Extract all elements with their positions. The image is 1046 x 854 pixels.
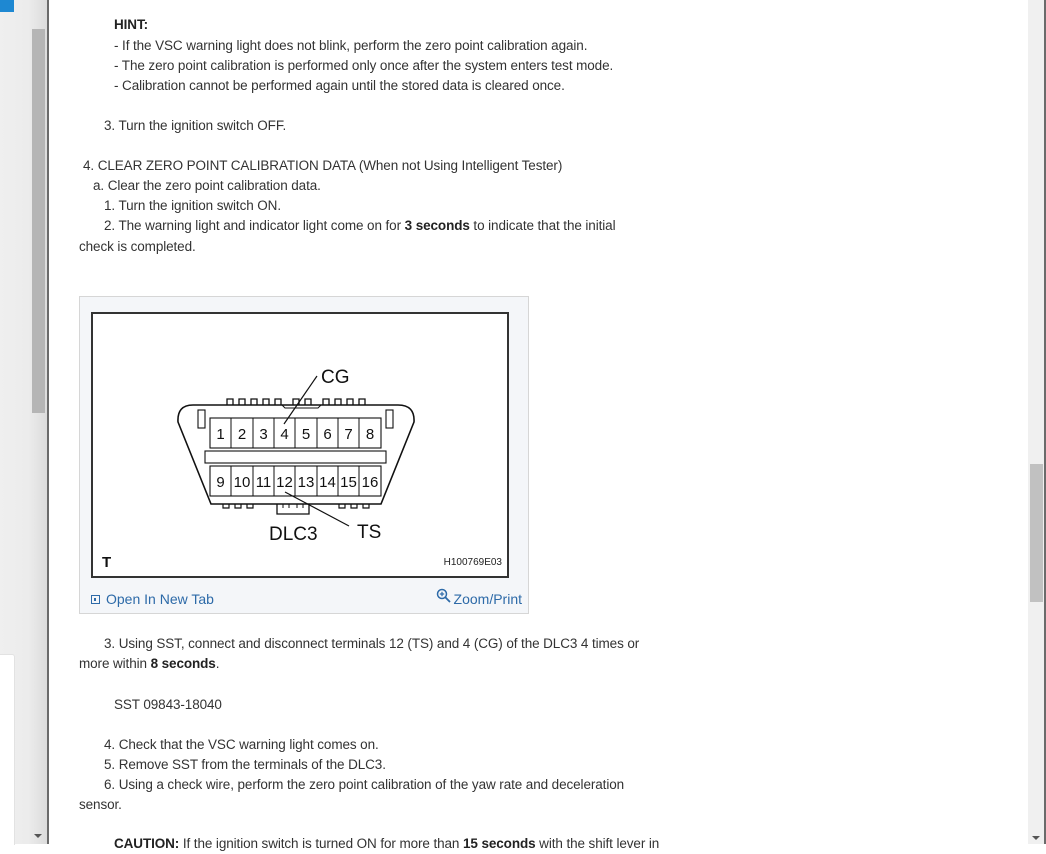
zoom-in-icon <box>436 588 452 604</box>
step-2-text-post: to indicate that the initial <box>469 218 616 233</box>
svg-text:8: 8 <box>365 426 375 443</box>
step-3-text: more within <box>79 656 151 671</box>
svg-text:6: 6 <box>323 426 332 443</box>
step-5: 5. Remove SST from the terminals of the DLC3. <box>104 757 386 772</box>
step-2 <box>104 216 615 236</box>
left-scrollbar-thumb[interactable] <box>32 29 45 413</box>
step-2-continuation: check is completed. <box>79 239 196 254</box>
open-new-tab-icon <box>91 595 100 604</box>
zoom-print-label: Zoom/Print <box>453 591 522 607</box>
hint-label: HINT: <box>114 17 148 32</box>
svg-text:4: 4 <box>280 426 289 443</box>
caution-bold: 15 seconds <box>462 836 536 851</box>
svg-text:16: 16 <box>361 474 379 491</box>
step-3: 3. Using SST, connect and disconnect terminals 12 (TS) and 4 (CG) of the DLC3 4 times or <box>104 636 640 651</box>
left-scroll-down-arrow-icon[interactable] <box>34 834 42 838</box>
dlc3-diagram <box>91 312 509 578</box>
left-divider <box>47 0 49 844</box>
step-2-text: 2. The warning light and indicator light come on for <box>104 218 405 233</box>
section-title: 4. CLEAR ZERO POINT CALIBRATION DATA (When not Using Intelligent Tester) <box>83 158 563 173</box>
left-panel-tab[interactable] <box>0 0 14 12</box>
dlc3-connector-drawing <box>93 314 507 576</box>
svg-text:15: 15 <box>340 474 357 491</box>
hint-item: - The zero point calibration is performed only once after the system enters test mode. <box>114 58 614 73</box>
caution-text-post: with the shift lever in <box>535 836 660 851</box>
callout-cg: CG <box>321 367 350 388</box>
step-6: 6. Using a check wire, perform the zero point calibration of the yaw rate and deceleration <box>104 777 625 792</box>
step-1: 1. Turn the ignition switch ON. <box>104 198 281 213</box>
caution-text: If the ignition switch is turned ON for more than <box>179 836 463 851</box>
hint-item: - If the VSC warning light does not blink, perform the zero point calibration again. <box>114 38 588 53</box>
left-panel-card <box>0 654 15 845</box>
caution-label: CAUTION: <box>114 836 180 851</box>
figure-corner-letter: T <box>102 554 112 571</box>
open-in-new-tab-label: Open In New Tab <box>106 591 214 607</box>
svg-text:5: 5 <box>301 426 311 443</box>
svg-text:9: 9 <box>216 474 225 491</box>
step-3-bold: 8 seconds <box>150 656 216 671</box>
right-scroll-down-arrow-icon[interactable] <box>1032 836 1040 840</box>
step-2-bold: 3 seconds <box>404 218 470 233</box>
step-turn-off: 3. Turn the ignition switch OFF. <box>104 118 287 133</box>
svg-text:14: 14 <box>319 474 336 491</box>
open-in-new-tab-link[interactable] <box>91 591 214 607</box>
svg-text:3: 3 <box>259 426 268 443</box>
svg-text:11: 11 <box>255 474 272 491</box>
svg-text:12: 12 <box>276 474 293 491</box>
right-scrollbar[interactable] <box>1028 0 1044 844</box>
step-6-continuation: sensor. <box>79 797 122 812</box>
hint-item: - Calibration cannot be performed again until the stored data is cleared once. <box>114 78 565 93</box>
figure-footer <box>80 583 528 613</box>
sst-number: SST 09843-18040 <box>114 697 222 712</box>
svg-text:7: 7 <box>344 426 353 443</box>
figure-code: H100769E03 <box>443 557 502 568</box>
pin-number: 1 <box>216 426 225 443</box>
svg-text:10: 10 <box>233 474 251 491</box>
svg-text:2: 2 <box>237 426 247 443</box>
connector-label: DLC3 <box>269 524 318 545</box>
step-3-continuation <box>79 654 219 674</box>
section-substep-a: a. Clear the zero point calibration data. <box>93 178 321 193</box>
caution-line <box>114 834 659 854</box>
zoom-print-link[interactable] <box>436 591 522 607</box>
figure-card <box>79 296 529 614</box>
step-4: 4. Check that the VSC warning light comes on. <box>104 737 379 752</box>
right-scrollbar-thumb[interactable] <box>1030 464 1043 602</box>
svg-text:13: 13 <box>297 474 315 491</box>
left-side-panel <box>0 0 47 844</box>
callout-ts: TS <box>357 522 382 543</box>
step-3-text-post: . <box>215 656 220 671</box>
